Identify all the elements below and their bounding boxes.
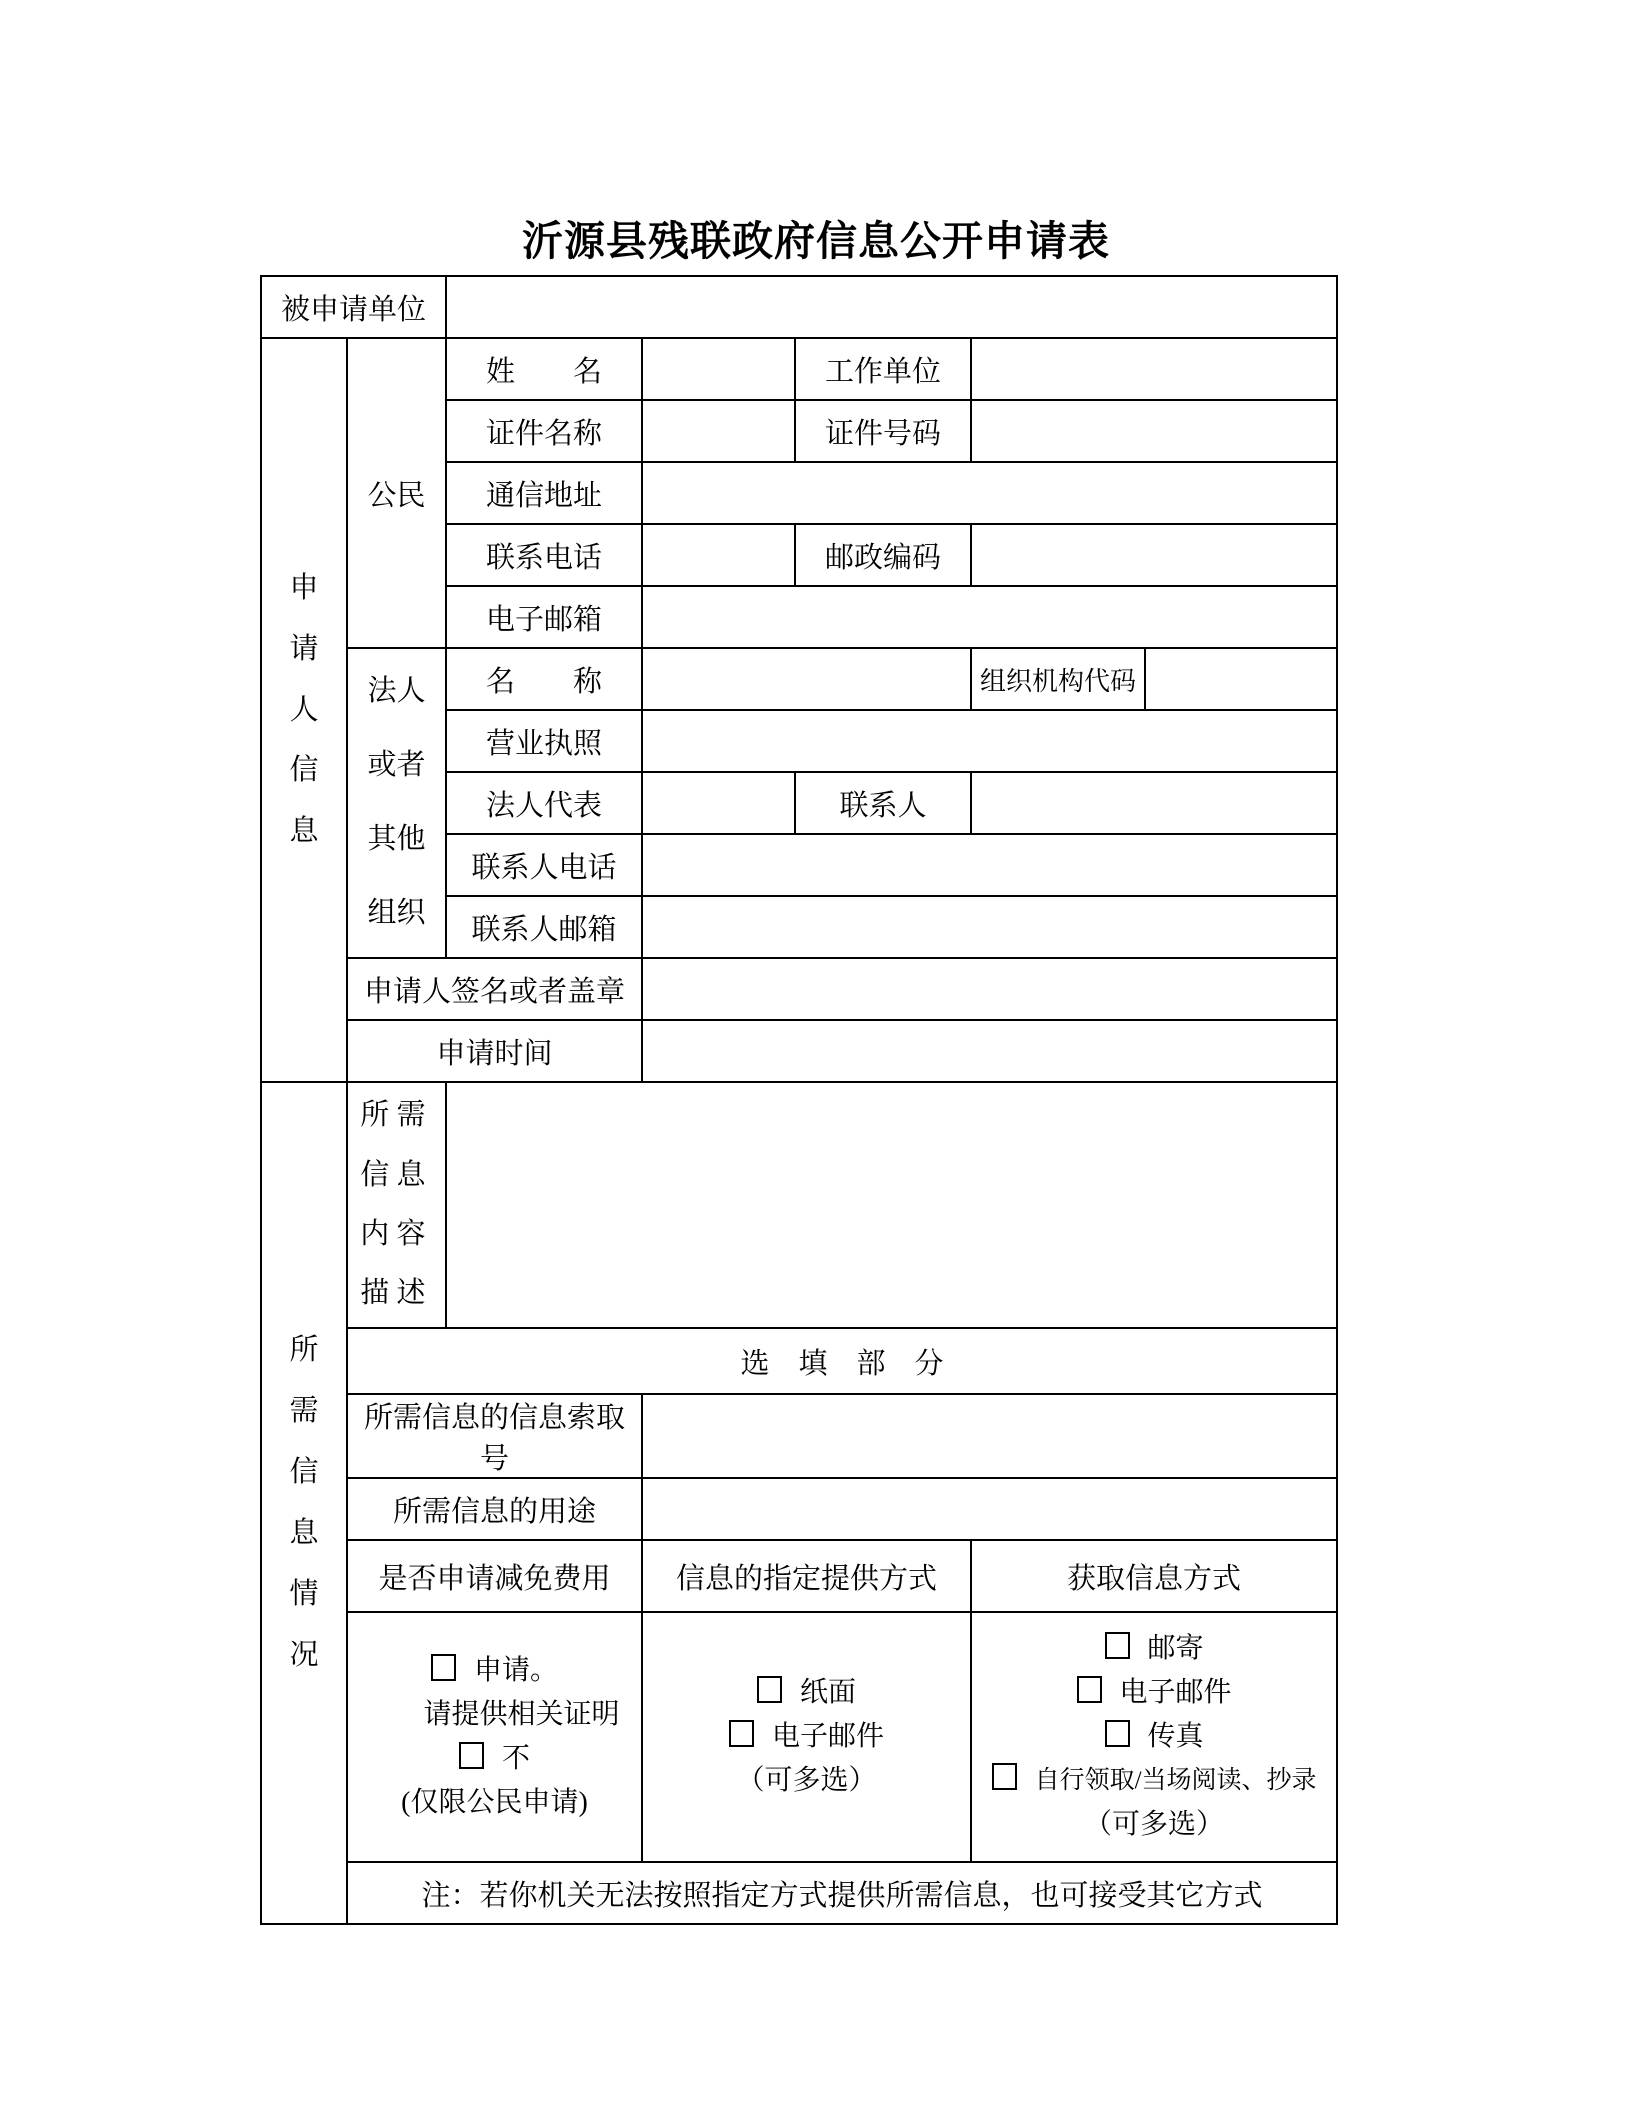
label-work-unit: 工作单位 bbox=[795, 338, 971, 400]
input-apply-time[interactable] bbox=[642, 1020, 1337, 1082]
row-person-name bbox=[261, 338, 1337, 400]
checkbox-provide-email[interactable] bbox=[729, 1720, 754, 1747]
row-option-headers bbox=[261, 1540, 1337, 1612]
row-footer-note bbox=[261, 1862, 1337, 1924]
checkbox-obtain-mail[interactable] bbox=[1105, 1632, 1130, 1659]
label-citizen: 公民 bbox=[347, 338, 446, 648]
row-content-desc bbox=[261, 1082, 1337, 1328]
label-mail-address: 通信地址 bbox=[446, 462, 642, 524]
input-cert-number[interactable] bbox=[971, 400, 1337, 462]
header-obtain-method: 获取信息方式 bbox=[971, 1540, 1337, 1612]
row-optional-section bbox=[261, 1328, 1337, 1394]
optional-section-header: 选 填 部 分 bbox=[347, 1328, 1337, 1394]
checkbox-obtain-self-pickup[interactable] bbox=[992, 1763, 1017, 1790]
input-index-number[interactable] bbox=[642, 1394, 1337, 1478]
input-org-code[interactable] bbox=[1145, 648, 1337, 710]
label-content-desc bbox=[347, 1082, 446, 1328]
fee-waiver-apply-label: 申请。 bbox=[474, 1655, 559, 1686]
input-work-unit[interactable] bbox=[971, 338, 1337, 400]
legal-org-vertical-text: 法人或者其他组织 bbox=[367, 675, 426, 929]
row-org-name bbox=[261, 648, 1337, 710]
label-applicant-info bbox=[261, 338, 347, 1082]
input-content-desc[interactable] bbox=[446, 1082, 1337, 1328]
input-postcode[interactable] bbox=[971, 524, 1337, 586]
label-phone: 联系电话 bbox=[446, 524, 642, 586]
input-contact-phone[interactable] bbox=[642, 834, 1337, 896]
provide-method-multi-note: （可多选） bbox=[736, 1765, 877, 1796]
fee-waiver-options-cell bbox=[347, 1612, 642, 1862]
input-contact-person[interactable] bbox=[971, 772, 1337, 834]
checkbox-fee-waiver-no[interactable] bbox=[459, 1742, 484, 1769]
row-signature bbox=[261, 958, 1337, 1020]
checkbox-provide-paper[interactable] bbox=[757, 1676, 782, 1703]
label-contact-person: 联系人 bbox=[795, 772, 971, 834]
checkbox-obtain-email[interactable] bbox=[1077, 1676, 1102, 1703]
input-requested-unit[interactable] bbox=[446, 276, 1337, 338]
input-business-license[interactable] bbox=[642, 710, 1337, 772]
label-needed-info bbox=[261, 1082, 347, 1924]
fee-waiver-citizen-only-note: (仅限公民申请) bbox=[401, 1787, 588, 1818]
provide-method-option-paper bbox=[645, 1671, 968, 1715]
label-contact-phone: 联系人电话 bbox=[446, 834, 642, 896]
fee-waiver-proof-note: 请提供相关证明 bbox=[423, 1699, 620, 1730]
label-legal-org bbox=[347, 648, 446, 958]
label-cert-number: 证件号码 bbox=[795, 400, 971, 462]
header-fee-waiver: 是否申请减免费用 bbox=[347, 1540, 642, 1612]
row-apply-time bbox=[261, 1020, 1337, 1082]
input-purpose[interactable] bbox=[642, 1478, 1337, 1540]
applicant-info-vertical-text: 申请人信息 bbox=[289, 571, 319, 848]
input-phone[interactable] bbox=[642, 524, 795, 586]
obtain-method-option-fax bbox=[974, 1715, 1334, 1759]
obtain-self-pickup-label: 自行领取/当场阅读、抄录 bbox=[1034, 1767, 1317, 1794]
label-purpose: 所需信息的用途 bbox=[347, 1478, 642, 1540]
label-person-name: 姓 名 bbox=[446, 338, 642, 400]
label-requested-unit: 被申请单位 bbox=[261, 276, 446, 338]
header-provide-method: 信息的指定提供方式 bbox=[642, 1540, 971, 1612]
input-cert-name[interactable] bbox=[642, 400, 795, 462]
input-mail-address[interactable] bbox=[642, 462, 1337, 524]
application-form-table bbox=[260, 275, 1338, 1925]
label-cert-name: 证件名称 bbox=[446, 400, 642, 462]
label-postcode: 邮政编码 bbox=[795, 524, 971, 586]
provide-method-options-cell bbox=[642, 1612, 971, 1862]
fee-waiver-no-label: 不 bbox=[502, 1743, 531, 1774]
obtain-method-option-email bbox=[974, 1671, 1334, 1715]
row-index-number bbox=[261, 1394, 1337, 1478]
provide-paper-label: 纸面 bbox=[800, 1677, 857, 1708]
label-legal-rep: 法人代表 bbox=[446, 772, 642, 834]
input-signature[interactable] bbox=[642, 958, 1337, 1020]
label-signature: 申请人签名或者盖章 bbox=[347, 958, 642, 1020]
provide-email-label: 电子邮件 bbox=[772, 1721, 885, 1752]
obtain-method-option-mail bbox=[974, 1627, 1334, 1671]
obtain-method-multi-note: （可多选） bbox=[1084, 1809, 1225, 1840]
needed-info-vertical-text: 所需信息情况 bbox=[289, 1334, 319, 1671]
label-org-code: 组织机构代码 bbox=[971, 648, 1145, 710]
label-index-number: 所需信息的信息索取号 bbox=[347, 1394, 642, 1478]
input-person-name[interactable] bbox=[642, 338, 795, 400]
form-title: 沂源县残联政府信息公开申请表 bbox=[522, 218, 1110, 264]
fee-waiver-option-apply bbox=[350, 1649, 639, 1693]
checkbox-fee-waiver-apply[interactable] bbox=[431, 1654, 456, 1681]
obtain-email-label: 电子邮件 bbox=[1119, 1677, 1232, 1708]
fee-waiver-option-no bbox=[350, 1737, 639, 1781]
label-contact-email: 联系人邮箱 bbox=[446, 896, 642, 958]
input-email[interactable] bbox=[642, 586, 1337, 648]
input-org-name[interactable] bbox=[642, 648, 971, 710]
label-apply-time: 申请时间 bbox=[347, 1020, 642, 1082]
footer-note: 注：若你机关无法按照指定方式提供所需信息，也可接受其它方式 bbox=[347, 1862, 1337, 1924]
row-checkbox-options bbox=[261, 1612, 1337, 1862]
obtain-fax-label: 传真 bbox=[1147, 1721, 1204, 1752]
obtain-mail-label: 邮寄 bbox=[1147, 1633, 1204, 1664]
obtain-method-option-self-pickup bbox=[974, 1759, 1334, 1803]
label-email: 电子邮箱 bbox=[446, 586, 642, 648]
label-org-name: 名 称 bbox=[446, 648, 642, 710]
input-legal-rep[interactable] bbox=[642, 772, 795, 834]
content-desc-vertical-text: 所需信息内容描述 bbox=[360, 1099, 433, 1310]
label-business-license: 营业执照 bbox=[446, 710, 642, 772]
checkbox-obtain-fax[interactable] bbox=[1105, 1720, 1130, 1747]
row-purpose bbox=[261, 1478, 1337, 1540]
input-contact-email[interactable] bbox=[642, 896, 1337, 958]
row-requested-unit bbox=[261, 276, 1337, 338]
provide-method-option-email bbox=[645, 1715, 968, 1759]
obtain-method-options-cell bbox=[971, 1612, 1337, 1862]
